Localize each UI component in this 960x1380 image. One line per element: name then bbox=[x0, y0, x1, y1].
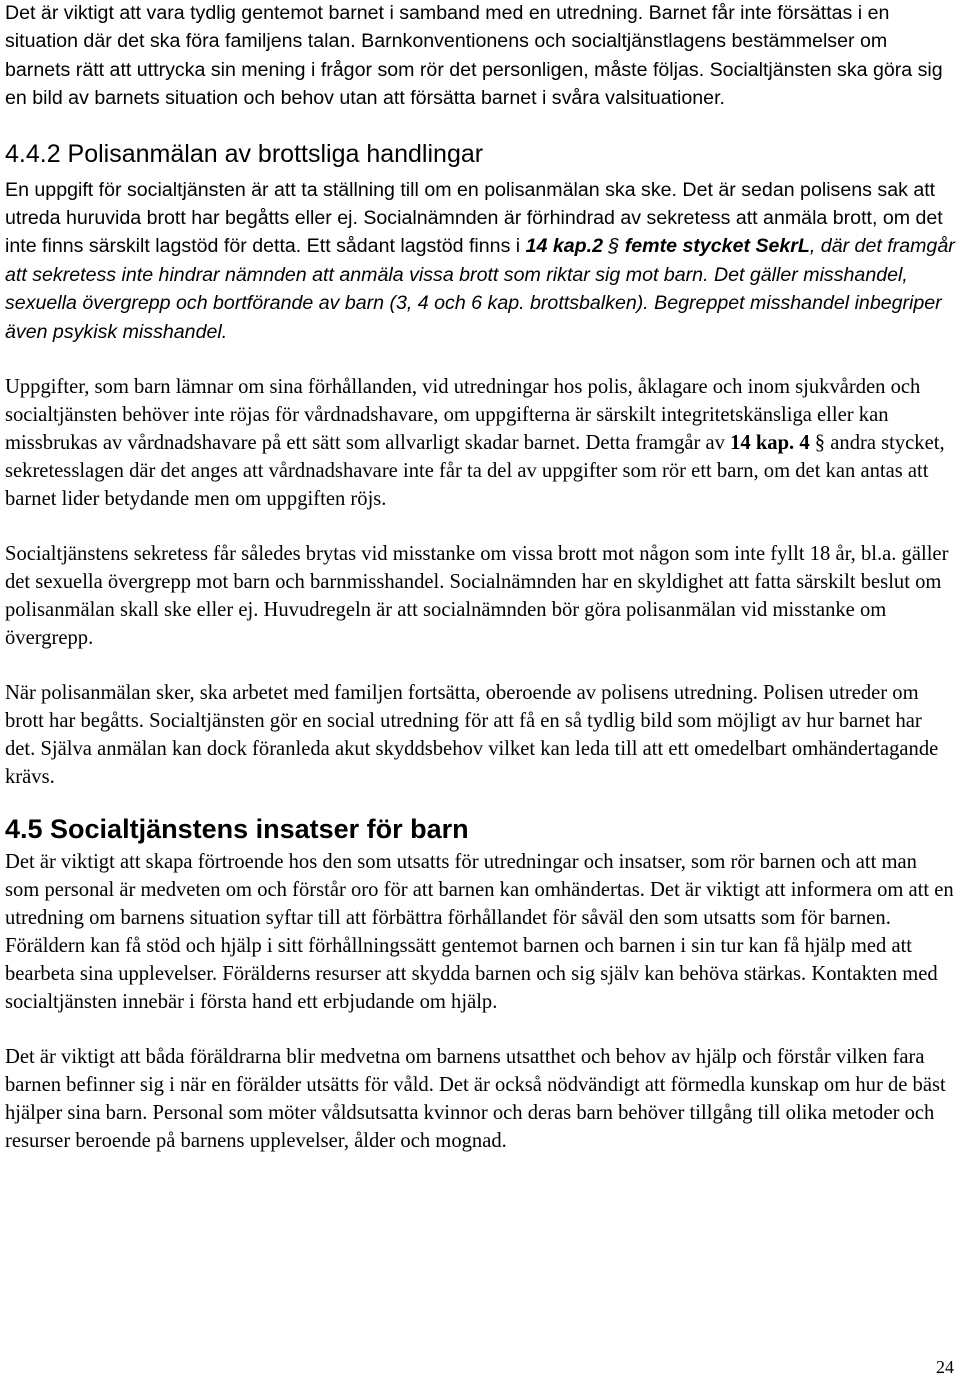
police-report-text: En uppgift för socialtjänsten är att ta ställning till om en polisanmälan ska ske. Det är sedan polisens sak att utreda huruvida brott har begåtts eller ej. Socialnämnden är förhindrad av sekretess att anmäla brott, om det inte finns särskilt lagstöd för detta. Ett sådant lagstöd finns i bbox=[5, 178, 943, 258]
secrecy-text-a: Uppgifter, som barn lämnar om sina förhållanden, vid utredningar hos polis, åklagare och inom sjukvården och socialtjänsten behöver inte röjas för vårdnadshavare, om uppgifterna är särskilt integritetskänsliga eller kan missbrukas av vårdnadshavare på ett sätt som allvarligt skadar barnet. Detta framgår av bbox=[5, 376, 921, 455]
section-sign-icon: § bbox=[602, 235, 620, 258]
law-reference-kap: 14 kap. bbox=[525, 235, 593, 258]
trust-paragraph: Det är viktigt att skapa förtroende hos den som utsatts för utredningar och insatser, som rör barnen och att man som personal är medveten om och förstår oro för att barnen kan omhändertas. Det är viktigt att informera om att en utredning om barnens situation syftar till att förbättra förhållandet för såväl den som utsatts som för barnen. Föräldern kan få stöd och hjälp i sitt förhållningssätt gentemot barnen och barnen i sin tur kan få hjälp med att bearbeta sina upplevelser. Förälderns resurser att skydda barnen och sig själv kan behöva stärkas. Kontakten med socialtjänsten innebär i första hand ett erbjudande om hjälp. bbox=[5, 851, 954, 1014]
law-reference-sekrl: femte stycket SekrL bbox=[619, 235, 810, 258]
document-page bbox=[5, 0, 955, 1155]
section-sign-icon: § bbox=[809, 432, 826, 455]
section-heading-4-5: 4.5 Socialtjänstens insatser för barn bbox=[5, 814, 469, 845]
law-reference-paragraph-number: 2 bbox=[592, 235, 603, 258]
section-heading-4-4-2: 4.4.2 Polisanmälan av brottsliga handlingar bbox=[5, 139, 484, 168]
police-report-followup-paragraph: När polisanmälan sker, ska arbetet med familjen fortsätta, oberoende av polisens utredning. Polisen utreder om brott har begåtts. Socialtjänsten gör en social utredning för att få en så tydlig bild som möjligt av hur barnet har det. Själva anmälan kan dock föranleda akut skyddsbehov vilket kan leda till att ett omedelbart omhändertagande krävs. bbox=[5, 682, 939, 789]
secrecy-law-reference: 14 kap. 4 bbox=[730, 432, 810, 455]
intro-paragraph: Det är viktigt att vara tydlig gentemot barnet i samband med en utredning. Barnet får inte försättas i en situation där det ska föra familjens talan. Barnkonventionens och socialtjänstlagens bestämmelser om barnets rätt att uttrycka sin mening i frågor som rör det personligen, måste följas. Socialtjänsten ska göra sig en bild av barnets situation och behov utan att försätta barnet i svåra valsituationer. bbox=[5, 2, 943, 110]
parents-awareness-paragraph: Det är viktigt att båda föräldrarna blir medvetna om barnens utsatthet och behov av hjälp och förstår vilken fara barnen befinner sig i när en förälder utsätts för våld. Det är också nödvändigt att förmedla kunskap om hur de bäst hjälper sina barn. Personal som möter våldsutsatta kvinnor och deras barn behöver tillgång till olika metoder och resurser beroende på barnens upplevelser, ålder och mognad. bbox=[5, 1046, 946, 1153]
secrecy-text-b: andra stycket, sekretesslagen där det anges att vårdnadshavare inte får ta del av uppgifter som rör ett barn, om det kan antas att barnet lider betydande men om uppgiften röjs. bbox=[5, 432, 945, 511]
police-report-italic-text: , där det framgår att sekretess inte hindrar nämnden att anmäla vissa brott som riktar sig mot barn. Det gäller misshandel, sexuella övergrepp och bortförande av barn (3, 4 och 6 kap. brottsbalken). Begreppet misshandel inbegriper även psykisk misshandel. bbox=[5, 235, 955, 343]
page-number: 24 bbox=[936, 1357, 954, 1377]
secrecy-paragraph bbox=[5, 373, 955, 513]
secrecy-breach-paragraph: Socialtjänstens sekretess får således brytas vid misstanke om vissa brott mot någon som inte fyllt 18 år, bl.a. gäller det sexuella övergrepp mot barn och barnmisshandel. Socialnämnden har en skyldighet att fatta särskilt beslut om polisanmälan skall ske eller ej. Huvudregeln är att socialnämnden bör göra polisanmälan vid misstanke om övergrepp. bbox=[5, 543, 949, 650]
police-report-paragraph bbox=[5, 176, 955, 346]
